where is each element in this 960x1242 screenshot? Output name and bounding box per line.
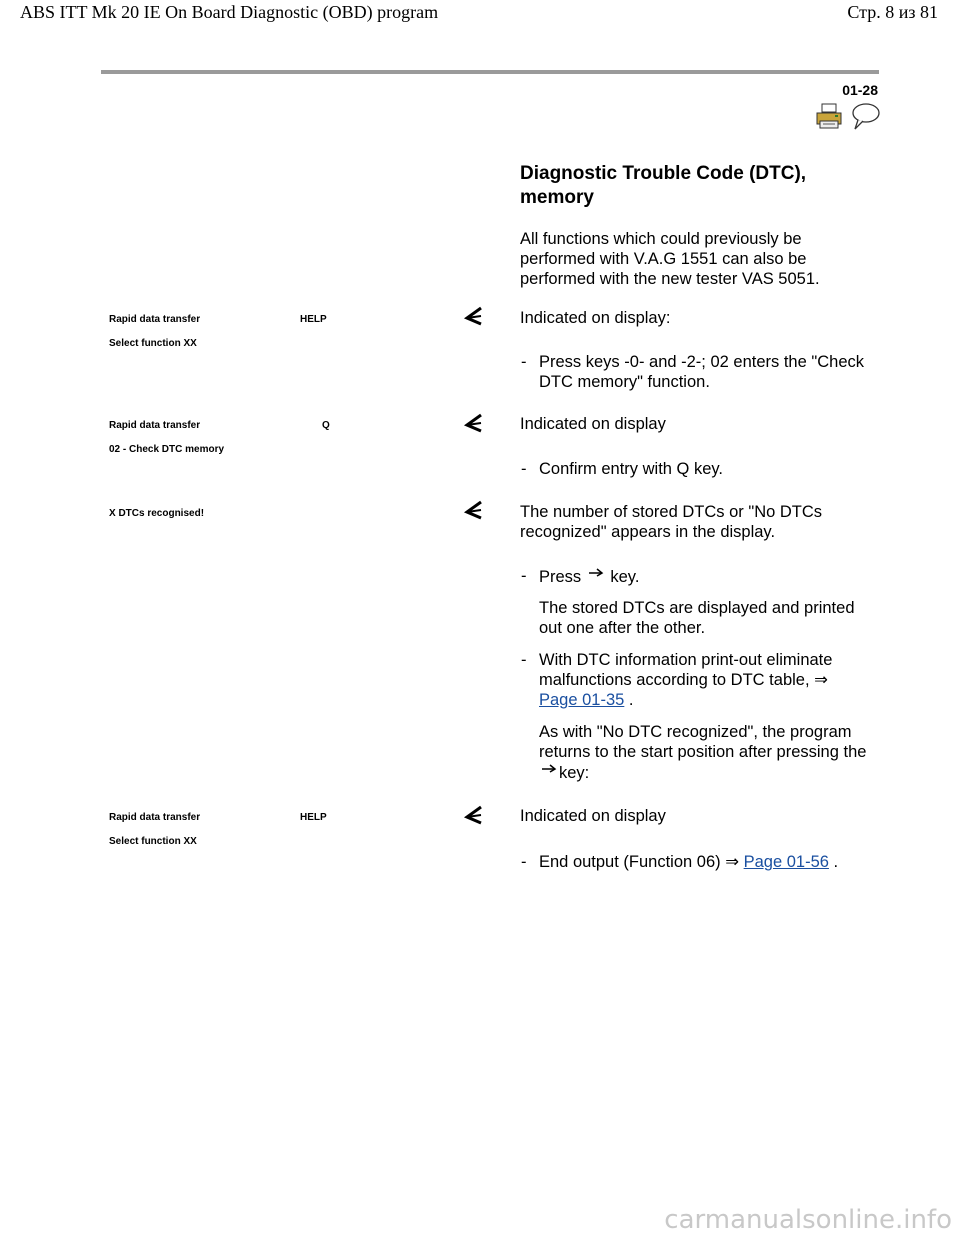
printer-icon[interactable] bbox=[815, 103, 843, 129]
pointer-arrow-icon bbox=[463, 413, 485, 433]
pointer-arrow-icon bbox=[463, 500, 485, 520]
step-4-bullet bbox=[521, 650, 871, 710]
toolbar-icons bbox=[815, 101, 885, 133]
step-4-bullet-text bbox=[539, 650, 871, 710]
step-5-indicated: Indicated on display bbox=[520, 807, 666, 825]
step-4-bullet-end: . bbox=[628, 691, 634, 709]
display-2-line-1-right: Q bbox=[322, 420, 330, 431]
display-3-line-1: X DTCs recognised! bbox=[109, 508, 205, 519]
step-4-note bbox=[539, 722, 869, 783]
step-2-indicated: Indicated on display bbox=[520, 415, 666, 433]
step-2-bullet-text: Confirm entry with Q key. bbox=[539, 460, 723, 478]
pointer-arrow-icon bbox=[463, 805, 485, 825]
speech-bubble-icon[interactable] bbox=[849, 101, 881, 131]
step-2-bullet bbox=[521, 459, 871, 479]
step-4-note-text: As with "No DTC recognized", the program returns to the start position after pressing the bbox=[539, 723, 867, 761]
right-arrow-icon bbox=[539, 762, 559, 774]
site-watermark: carmanualsonline.info bbox=[664, 1205, 952, 1235]
bullet-dash: - bbox=[521, 853, 527, 871]
document-title: ABS ITT Mk 20 IE On Board Diagnostic (OBD) program bbox=[20, 2, 439, 22]
step-3-bullet bbox=[521, 566, 871, 588]
step-5-bullet-end: . bbox=[833, 853, 839, 871]
intro-paragraph: All functions which could previously be performed with V.A.G 1551 can also be performed with the new tester VAS 5051. bbox=[520, 230, 820, 288]
right-arrow-icon bbox=[586, 566, 606, 578]
display-2-line-1-left: Rapid data transfer bbox=[109, 420, 201, 431]
step-1-bullet bbox=[521, 352, 871, 392]
page-01-35-link[interactable]: Page 01-35 bbox=[539, 691, 625, 709]
page-counter: Стр. 8 из 81 bbox=[847, 2, 938, 22]
page-01-56-link[interactable]: Page 01-56 bbox=[743, 853, 829, 871]
bullet-dash: - bbox=[521, 460, 527, 478]
display-1-line-1-right: HELP bbox=[300, 314, 327, 325]
step-5-bullet-body: End output (Function 06) ⇒ bbox=[539, 853, 740, 871]
display-4-line-1-right: HELP bbox=[300, 812, 327, 823]
page-header bbox=[0, 0, 960, 30]
step-1-bullet-text: Press keys -0- and -2-; 02 enters the "Check DTC memory" function. bbox=[539, 353, 864, 391]
display-1-line-1-left: Rapid data transfer bbox=[109, 314, 201, 325]
display-4-line-2: Select function XX bbox=[109, 836, 197, 847]
bullet-dash: - bbox=[521, 567, 527, 585]
pointer-arrow-icon bbox=[463, 306, 485, 326]
step-4-bullet-body: With DTC information print-out eliminate malfunctions according to DTC table, ⇒ bbox=[539, 651, 833, 689]
step-1-indicated: Indicated on display: bbox=[520, 309, 671, 327]
display-4-line-1-left: Rapid data transfer bbox=[109, 812, 201, 823]
step-3-bullet-text bbox=[539, 566, 871, 587]
step-3-text: The number of stored DTCs or "No DTCs recognized" appears in the display. bbox=[520, 503, 823, 541]
section-heading: Diagnostic Trouble Code (DTC), memory bbox=[520, 163, 807, 208]
top-divider bbox=[101, 70, 879, 74]
display-2-line-2: 02 - Check DTC memory bbox=[109, 444, 225, 455]
bullet-dash: - bbox=[521, 353, 527, 371]
step-4-note-key: key: bbox=[559, 764, 590, 782]
key-label: key. bbox=[610, 568, 640, 586]
step-5-bullet bbox=[521, 852, 871, 872]
page-code: 01-28 bbox=[842, 82, 878, 98]
display-1-line-2: Select function XX bbox=[109, 338, 197, 349]
step-5-bullet-text bbox=[539, 852, 871, 872]
press-label: Press bbox=[539, 568, 582, 586]
bullet-dash: - bbox=[521, 651, 527, 669]
step-3-note: The stored DTCs are displayed and printed out one after the other. bbox=[539, 599, 855, 637]
